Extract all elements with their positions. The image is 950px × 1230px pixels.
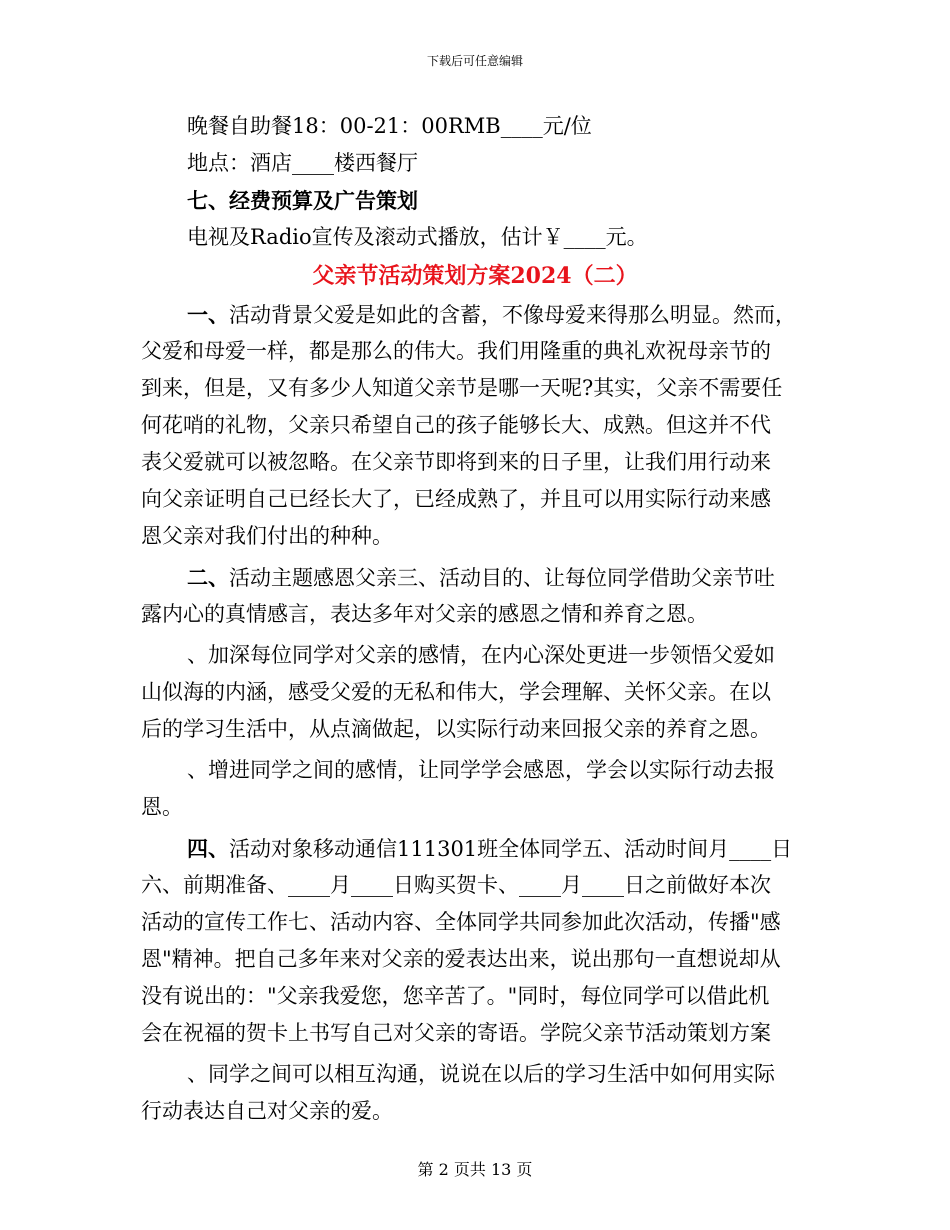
paragraph-line: 活动背景父爱是如此的含蓄，不像母爱来得那么明显。然而， — [229, 303, 796, 327]
paragraph-lead: 一、 — [187, 302, 229, 327]
paragraph-line: 、加深每位同学对父亲的感情，在内心深处更进一步领悟父爱如 — [187, 643, 775, 667]
paragraph — [141, 637, 809, 748]
paragraph — [141, 559, 809, 633]
paragraph-line: 活动主题感恩父亲三、活动目的、让每位同学借助父亲节吐 — [229, 566, 775, 590]
paragraph-line: 行动表达自己对父亲的爱。 — [141, 1099, 393, 1123]
paragraph — [141, 830, 809, 1052]
paragraph-line: 恩。 — [141, 795, 183, 819]
paragraph-line: 、增进同学之间的感情，让同学学会感恩，学会以实际行动去报 — [187, 758, 775, 782]
paragraph-line: 、同学之间可以相互沟通，说说在以后的学习生活中如何用实际 — [187, 1062, 775, 1086]
document-title: 父亲节活动策划方案2024（二） — [312, 263, 638, 289]
paragraph-line: 恩"精神。把自己多年来对父亲的爱表达出来，说出那句一直想说却从 — [141, 947, 781, 971]
paragraph-line: 后的学习生活中，从点滴做起，以实际行动来回报父亲的养育之恩。 — [141, 717, 771, 741]
page-footer: 第 2 页共 13 页 — [417, 1160, 533, 1179]
paragraph-lead: 四、 — [187, 836, 229, 861]
document-body — [141, 108, 809, 1134]
paragraph-line: 向父亲证明自己已经长大了，已经成熟了，并且可以用实际行动来感 — [141, 487, 771, 511]
paragraph-lead: 二、 — [187, 565, 229, 590]
paragraph — [141, 296, 809, 555]
paragraph-line: 到来，但是，又有多少人知道父亲节是哪一天呢?其实，父亲不需要任 — [141, 376, 783, 400]
paragraph-line: 山似海的内涵，感受父爱的无私和伟大，学会理解、关怀父亲。在以 — [141, 680, 771, 704]
intro-line: 晚餐自助餐18：00-21：00RMB____元/位 — [187, 114, 592, 138]
intro-line: 电视及Radio宣传及滚动式播放，估计￥____元。 — [187, 225, 648, 249]
intro-line: 地点：酒店____楼西餐厅 — [187, 151, 418, 175]
paragraph-line: 恩父亲对我们付出的种种。 — [141, 524, 393, 548]
paragraph-line: 父爱和母爱一样，都是那么的伟大。我们用隆重的典礼欢祝母亲节的 — [141, 339, 771, 363]
paragraph — [141, 752, 809, 826]
paragraph — [141, 1056, 809, 1130]
section-heading: 七、经费预算及广告策划 — [187, 188, 418, 213]
paragraph-line: 何花哨的礼物，父亲只希望自己的孩子能够长大、成熟。但这并不代 — [141, 413, 771, 437]
paragraph-line: 会在祝福的贺卡上书写自己对父亲的寄语。学院父亲节活动策划方案 — [141, 1021, 771, 1045]
paragraph-line: 活动对象移动通信111301班全体同学五、活动时间月____日 — [229, 837, 793, 861]
paragraph-line: 六、前期准备、____月____日购买贺卡、____月____日之前做好本次 — [141, 873, 771, 897]
paragraph-line: 活动的宣传工作七、活动内容、全体同学共同参加此次活动，传播"感 — [141, 910, 781, 934]
paragraph-line: 没有说出的："父亲我爱您，您辛苦了。"同时，每位同学可以借此机 — [141, 984, 770, 1008]
paragraph-line: 表父爱就可以被忽略。在父亲节即将到来的日子里，让我们用行动来 — [141, 450, 771, 474]
page-header: 下载后可任意编辑 — [426, 54, 523, 68]
paragraph-line: 露内心的真情感言，表达多年对父亲的感恩之情和养育之恩。 — [141, 602, 708, 626]
